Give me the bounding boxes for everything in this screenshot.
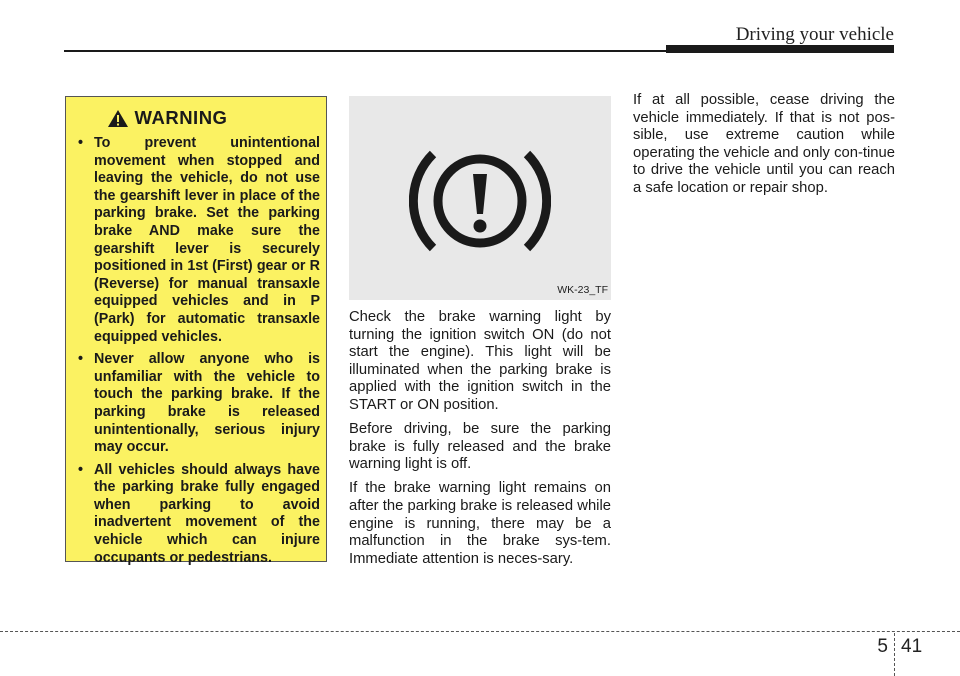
brake-warning-light-icon (409, 136, 551, 266)
warning-list (74, 135, 320, 567)
paragraph: Check the brake warning light by turning the ignition switch ON (do not start the engine). This light will be illuminated when the parking brake is applied with the ignition switch in the START or ON position. (349, 309, 611, 413)
warning-item: • All vehicles should always have the parking brake fully engaged when parking to avoid inadvertent movement of the vehicle which can injure occupants or pedestrians. (74, 462, 320, 568)
paragraph: If the brake warning light remains on after the parking brake is released while engine is running, there may be a malfunction in the brake sys-tem. Immediate attention is neces-sary. (349, 480, 611, 567)
warning-heading (14, 107, 320, 129)
paragraph: If at all possible, cease driving the vehicle immediately. If that is not pos-sible, use extreme caution while operating the vehicle and only con-tinue to drive the vehicle until you can reach a safe location or repair shop. (633, 92, 895, 196)
body-text-right (633, 92, 895, 204)
figure-code: WK-23_TF (557, 284, 608, 296)
warning-item: • To prevent unintentional movement when stopped and leaving the vehicle, do not use the gearshift lever in place of the parking brake. Set the parking brake AND make sure the gearshift lever is securely positioned in 1st (First) gear or R (Reverse) for manual transaxle equipped vehicles and in P (Park) for automatic transaxle equipped vehicles. (74, 135, 320, 346)
footer-rule (0, 631, 960, 632)
body-text-middle (349, 309, 611, 575)
header-bar (666, 45, 894, 53)
header-title: Driving your vehicle (735, 24, 894, 45)
warning-item: • Never allow anyone who is unfamiliar with the vehicle to touch the parking brake. If the parking brake is released unintentionally, serious injury may occur. (74, 351, 320, 457)
page-number: 41 (901, 636, 923, 657)
warning-title: WARNING (134, 107, 228, 128)
warning-box (65, 96, 327, 566)
warning-triangle-icon (107, 109, 129, 128)
page-separator (894, 633, 895, 676)
brake-warning-figure (349, 96, 611, 300)
paragraph: Before driving, be sure the parking brake is fully released and the brake warning light is off. (349, 421, 611, 473)
section-number: 5 (877, 636, 888, 657)
